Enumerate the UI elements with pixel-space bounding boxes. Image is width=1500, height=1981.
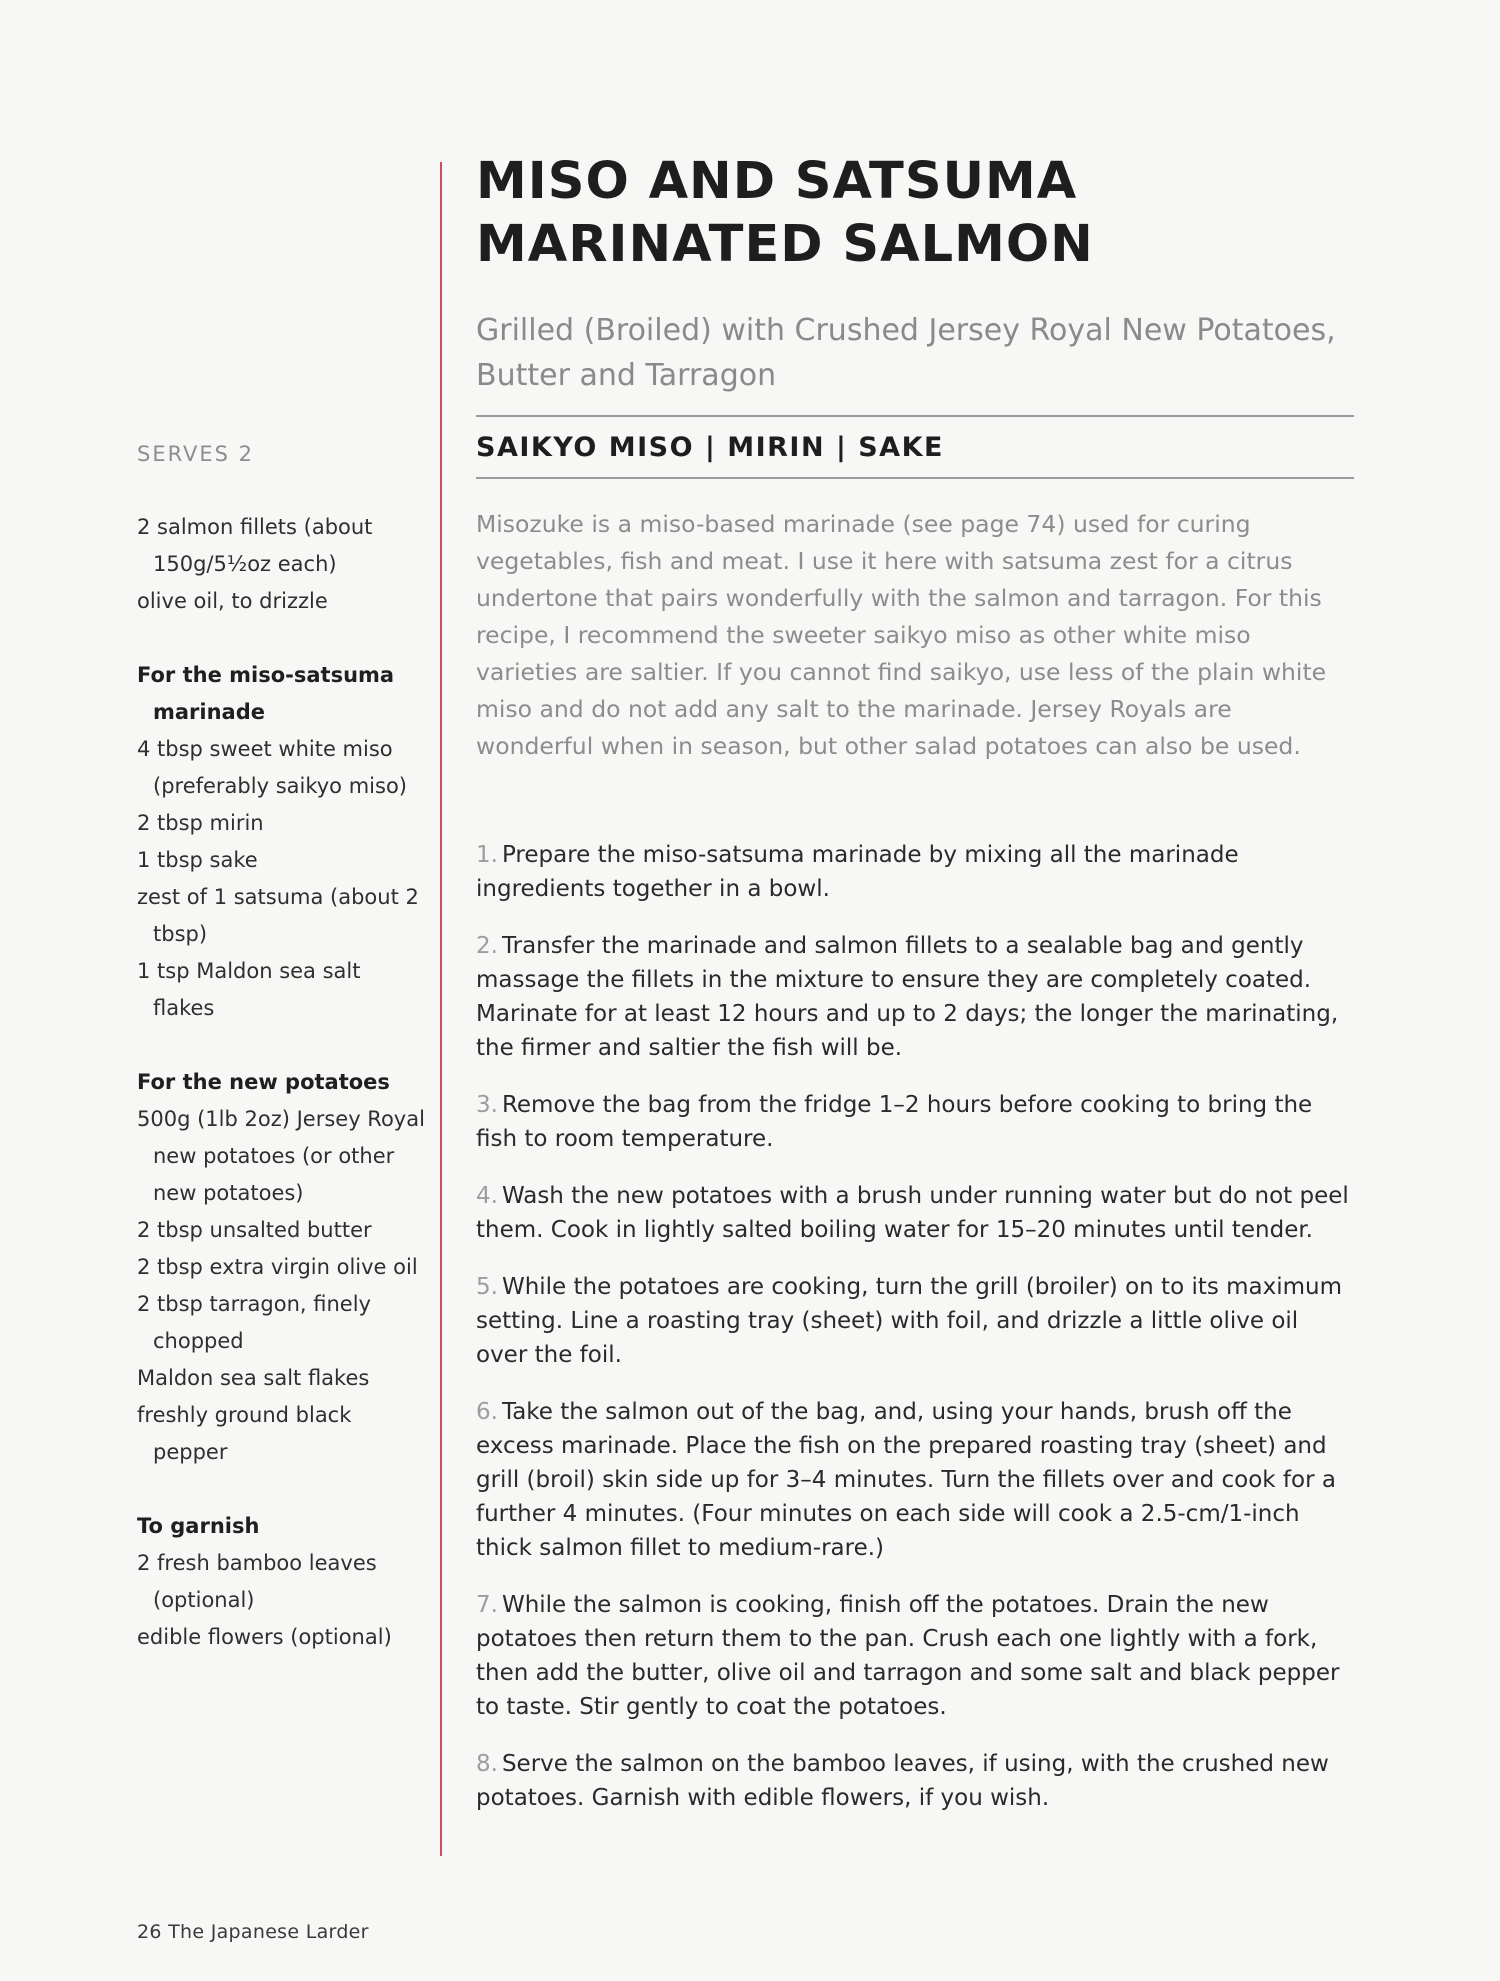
- method-step: [476, 1747, 1356, 1815]
- ingredient-item: 2 tbsp extra virgin olive oil: [137, 1255, 418, 1279]
- method-step: [476, 838, 1356, 906]
- method-step: [476, 929, 1356, 1065]
- ingredient-group: [137, 1064, 427, 1471]
- serves-label: SERVES 2: [137, 442, 255, 466]
- step-text: Prepare the miso-satsuma marinade by mixing all the marinade ingredients together in a bowl.: [476, 842, 1239, 902]
- step-text: While the potatoes are cooking, turn the grill (broiler) on to its maximum setting. Line a roasting tray (sheet) with foil, and drizzle a little olive oil over the foil.: [476, 1274, 1343, 1368]
- ingredient-item: 1 tbsp sake: [137, 848, 258, 872]
- step-number: 3.: [476, 1092, 498, 1118]
- step-text: Take the salmon out of the bag, and, using your hands, brush off the excess marinade. Place the fish on the prepared roasting tray (sheet) and grill (broil) skin side up for 3–4 minutes. Turn the fillets over and cook for a further 4 minutes. (Four minutes on each side will cook a 2.5-cm/1-inch thick salmon fillet to medium-rare.): [476, 1399, 1336, 1561]
- ingredient-item: zest of 1 satsuma (about 2 tbsp): [137, 885, 419, 946]
- ingredient-group: [137, 509, 427, 620]
- ingredient-item: 500g (1lb 2oz) Jersey Royal new potatoes (or other new potatoes): [137, 1107, 425, 1205]
- ingredient-group: [137, 1508, 427, 1656]
- ingredient-group-heading: For the miso-satsuma marinade: [137, 663, 395, 724]
- ingredient-group-heading: For the new potatoes: [137, 1070, 390, 1094]
- key-ingredients-heading: SAIKYO MISO | MIRIN | SAKE: [476, 432, 944, 463]
- ingredient-item: Maldon sea salt flakes: [137, 1366, 370, 1390]
- page-footer: [137, 1921, 369, 1943]
- ingredient-item: 2 tbsp mirin: [137, 811, 264, 835]
- ingredient-item: 1 tsp Maldon sea salt flakes: [137, 959, 361, 1020]
- ingredient-item: edible flowers (optional): [137, 1625, 392, 1649]
- page-number: 26: [137, 1921, 162, 1943]
- step-number: 1.: [476, 842, 498, 868]
- method-step: [476, 1179, 1356, 1247]
- accent-divider: [440, 162, 442, 1856]
- ingredient-group-heading: To garnish: [137, 1514, 260, 1538]
- method-step: [476, 1588, 1356, 1724]
- step-text: Remove the bag from the fridge 1–2 hours before cooking to bring the fish to room temperature.: [476, 1092, 1313, 1152]
- ingredient-group: [137, 657, 427, 1027]
- step-number: 4.: [476, 1183, 498, 1209]
- book-title: The Japanese Larder: [168, 1921, 369, 1943]
- heading-bottom-rule: [476, 477, 1354, 479]
- step-text: Transfer the marinade and salmon fillets to a sealable bag and gently massage the fillets in the mixture to ensure they are completely coated. Marinate for at least 12 hours and up to 2 days; the longer the marinating, the firmer and saltier the fish will be.: [476, 933, 1339, 1061]
- step-number: 7.: [476, 1592, 498, 1618]
- ingredient-list: [137, 509, 427, 1693]
- method-step: [476, 1088, 1356, 1156]
- step-number: 8.: [476, 1751, 498, 1777]
- step-text: Wash the new potatoes with a brush under running water but do not peel them. Cook in lightly salted boiling water for 15–20 minutes until tender.: [476, 1183, 1349, 1243]
- ingredient-item: 2 fresh bamboo leaves (optional): [137, 1551, 377, 1612]
- step-text: Serve the salmon on the bamboo leaves, if using, with the crushed new potatoes. Garnish with edible flowers, if you wish.: [476, 1751, 1329, 1811]
- step-number: 6.: [476, 1399, 498, 1425]
- recipe-title: MISO AND SATSUMA MARINATED SALMON: [476, 152, 1094, 274]
- ingredient-item: 2 tbsp unsalted butter: [137, 1218, 372, 1242]
- step-number: 2.: [476, 933, 498, 959]
- method-step: [476, 1395, 1356, 1565]
- method-step: [476, 1270, 1356, 1372]
- step-text: While the salmon is cooking, finish off the potatoes. Drain the new potatoes then return them to the pan. Crush each one lightly with a fork, then add the butter, olive oil and tarragon and some salt and black pepper to taste. Stir gently to coat the potatoes.: [476, 1592, 1340, 1720]
- ingredient-item: 2 salmon fillets (about 150g/5½oz each): [137, 515, 373, 576]
- ingredient-item: 2 tbsp tarragon, finely chopped: [137, 1292, 371, 1353]
- recipe-intro: Misozuke is a miso-based marinade (see page 74) used for curing vegetables, fish and meat. I use it here with satsuma zest for a citrus undertone that pairs wonderfully with the salmon and tarragon. For this recipe, I recommend the sweeter saikyo miso as other white miso varieties are saltier. If you cannot find saikyo, use less of the plain white miso and do not add any salt to the marinade. Jersey Royals are wonderful when in season, but other salad potatoes can also be used.: [476, 510, 1327, 760]
- recipe-subtitle: Grilled (Broiled) with Crushed Jersey Royal New Potatoes, Butter and Tarragon: [476, 313, 1336, 393]
- ingredient-item: olive oil, to drizzle: [137, 589, 328, 613]
- method-steps: [476, 838, 1356, 1838]
- ingredient-item: freshly ground black pepper: [137, 1403, 352, 1464]
- step-number: 5.: [476, 1274, 498, 1300]
- ingredient-item: 4 tbsp sweet white miso (preferably saikyo miso): [137, 737, 407, 798]
- heading-top-rule: [476, 415, 1354, 417]
